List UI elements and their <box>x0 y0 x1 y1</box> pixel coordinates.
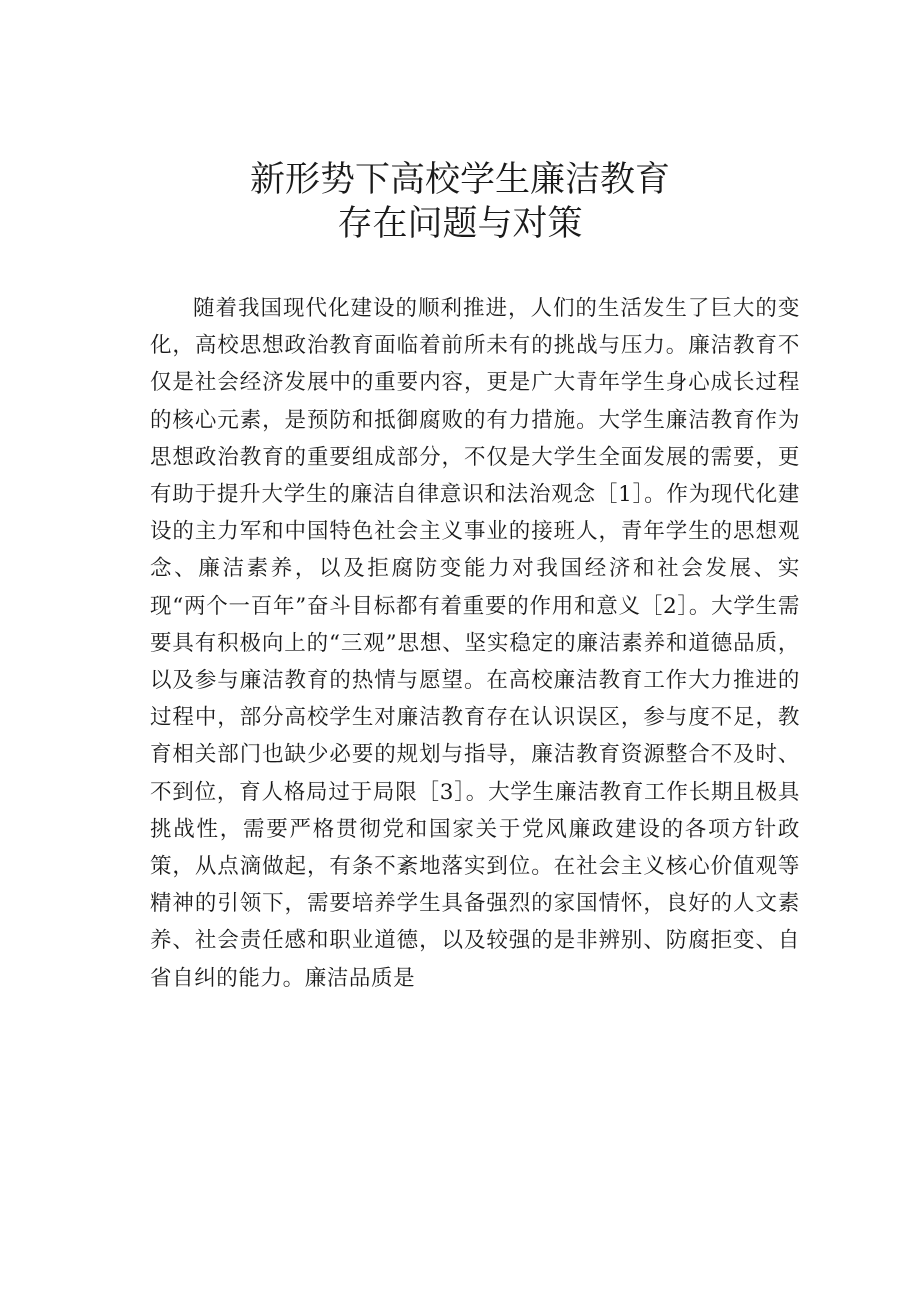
document-title <box>0 158 920 246</box>
title-line-1: 新形势下高校学生廉洁教育 <box>249 160 670 200</box>
body-paragraph: 随着我国现代化建设的顺利推进，人们的生活发生了巨大的变化，高校思想政治教育面临着前所未有的挑战与压力。廉洁教育不仅是社会经济发展中的重要内容，更是广大青年学生身心成长过程的核心元素，是预防和抵御腐败的有力措施。大学生廉洁教育作为思想政治教育的重要组成部分，不仅是大学生全面发展的需要，更有助于提升大学生的廉洁自律意识和法治观念［1］。作为现代化建设的主力军和中国特色社会主义事业的接班人，青年学生的思想观念、廉洁素养，以及拒腐防变能力对我国经济和社会发展、实现“两个一百年”奋斗目标都有着重要的作用和意义［2］。大学生需要具有积极向上的“三观”思想、坚实稳定的廉洁素养和道德品质，以及参与廉洁教育的热情与愿望。在高校廉洁教育工作大力推进的过程中，部分高校学生对廉洁教育存在认识误区，参与度不足，教育相关部门也缺少必要的规划与指导，廉洁教育资源整合不及时、不到位，育人格局过于局限［3］。大学生廉洁教育工作长期且极具挑战性，需要严格贯彻党和国家关于党风廉政建设的各项方针政策，从点滴做起，有条不紊地落实到位。在社会主义核心价值观等精神的引领下，需要培养学生具备强烈的家国情怀，良好的人文素养、社会责任感和职业道德，以及较强的是非辨别、防腐拒变、自省自纠的能力。廉洁品质是 <box>150 296 800 991</box>
title-line-2: 存在问题与对策 <box>337 204 583 244</box>
